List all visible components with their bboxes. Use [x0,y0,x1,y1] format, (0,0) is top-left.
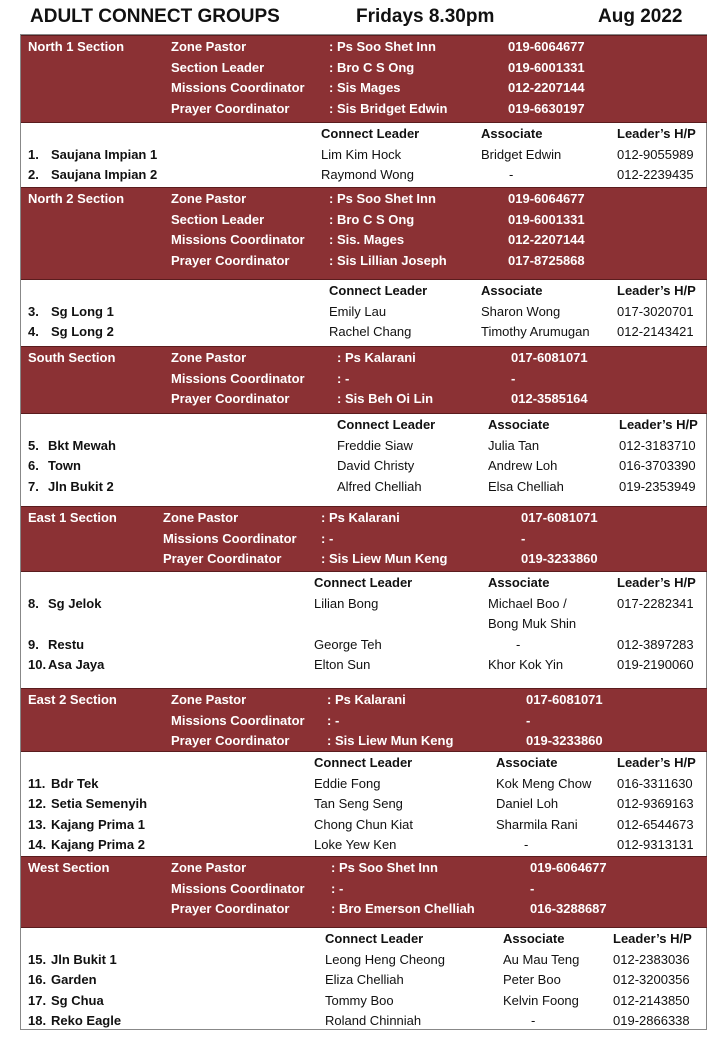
role-person: : Sis Liew Mun Keng [327,733,454,748]
header-connect-leader: Connect Leader [329,283,428,298]
connect-leader: Emily Lau [329,303,387,319]
group-table-header [21,126,707,144]
section-name: South Section [28,350,116,365]
role-person: : Sis Liew Mun Keng [321,551,448,566]
associate: - [516,636,521,652]
leader-phone: 019-2190060 [617,657,694,672]
header-associate: Associate [481,283,543,298]
group-row [21,167,707,185]
group-name: Setia Semenyih [51,796,148,811]
header-leader-phone: Leader’s H/P [613,931,692,946]
group-name: Kajang Prima 2 [51,837,145,852]
role-person: : - [321,530,334,546]
group-number: 1. [28,146,39,162]
connect-leader: Raymond Wong [321,167,414,182]
header-connect-leader: Connect Leader [314,755,413,770]
role-phone: 012-2207144 [508,80,585,95]
header-leader-phone: Leader’s H/P [617,575,696,590]
header-connect-leader: Connect Leader [337,417,436,432]
role-title: Zone Pastor [171,692,247,707]
group-number: 16. [28,972,47,987]
group-row [21,817,707,835]
group-row [21,1013,707,1031]
group-number: 17. [28,992,47,1008]
group-row [21,458,707,476]
header-connect-leader: Connect Leader [325,931,424,946]
connect-leader: Eliza Chelliah [325,972,404,987]
role-phone: 017-6081071 [511,350,588,365]
role-person: : Sis Mages [329,80,401,95]
leader-phone: 012-9369163 [617,796,694,811]
leader-phone: 016-3703390 [619,458,696,473]
connect-leader: Freddie Siaw [337,437,413,453]
header-leader-phone: Leader’s H/P [617,283,696,298]
associate: Kelvin Foong [503,992,579,1008]
group-row [21,952,707,970]
associate: Khor Kok Yin [488,657,564,672]
header-leader-phone: Leader’s H/P [617,755,696,770]
leader-phone: 012-3183710 [619,437,696,453]
section-band [21,506,707,572]
group-number: 6. [28,458,39,473]
section-role-row [21,101,707,119]
role-person: : Sis. Mages [329,232,405,247]
section-role-row [21,371,707,389]
header-leader-phone: Leader’s H/P [617,126,696,141]
role-phone: - [511,370,516,386]
group-number: 10. [28,657,47,672]
group-number: 13. [28,816,47,832]
section-role-row [21,510,707,528]
role-title: Missions Coordinator [171,370,305,386]
group-row [21,479,707,497]
associate: Timothy Arumugan [481,324,590,339]
role-phone: 019-3233860 [521,551,598,566]
role-person: : Sis Beh Oi Lin [337,391,434,406]
group-name: Kajang Prima 1 [51,816,145,832]
group-name: Bdr Tek [51,775,99,791]
associate: - [524,837,529,852]
group-name: Jln Bukit 1 [51,951,117,967]
role-phone: 019-6630197 [508,100,585,116]
group-number: 2. [28,167,39,182]
associate: Sharmila Rani [496,816,578,832]
role-title: Prayer Coordinator [163,551,282,566]
group-table-header [21,283,707,301]
role-title: Missions Coordinator [171,712,305,728]
section-role-row [21,733,707,751]
section-name: East 1 Section [28,510,117,525]
group-row [21,147,707,165]
section-role-row [21,881,707,899]
section-band [21,856,707,928]
section-band [21,187,707,280]
section-role-row [21,860,707,878]
group-number: 7. [28,478,39,494]
group-name: Sg Chua [51,992,104,1008]
role-title: Section Leader [171,59,265,75]
associate: - [509,167,514,182]
role-person: : Ps Soo Shet Inn [329,191,436,206]
role-title: Zone Pastor [171,350,247,365]
associate: Peter Boo [503,972,561,987]
role-phone: - [521,530,526,546]
group-name: Jln Bukit 2 [48,478,114,494]
section-role-row [21,692,707,710]
associate: - [531,1013,536,1028]
connect-leader: Elton Sun [314,657,371,672]
associate: Michael Boo / [488,595,567,611]
role-title: Section Leader [171,211,265,227]
role-person: : - [337,370,350,386]
associate: Sharon Wong [481,303,561,319]
section-role-row [21,391,707,409]
header-leader-phone: Leader’s H/P [619,417,698,432]
section-band [21,35,707,123]
section-role-row [21,713,707,731]
role-phone: 012-3585164 [511,391,588,406]
role-phone: - [530,880,535,896]
leader-phone: 012-3897283 [617,636,694,652]
role-title: Prayer Coordinator [171,391,290,406]
role-title: Missions Coordinator [171,232,305,247]
group-number: 3. [28,303,39,319]
section-band [21,688,707,752]
leader-phone: 012-2383036 [613,951,690,967]
leader-phone: 016-3311630 [617,775,693,791]
role-person: : Ps Kalarani [327,692,406,707]
group-row [21,324,707,342]
leader-phone: 012-2239435 [617,167,694,182]
group-row [21,657,707,675]
group-number: 14. [28,837,47,852]
leader-phone: 012-2143850 [613,992,690,1008]
section-role-row [21,531,707,549]
group-number: 9. [28,636,39,652]
group-name: Town [48,458,81,473]
connect-leader: George Teh [314,636,382,652]
connect-leader: Alfred Chelliah [337,478,422,494]
role-phone: - [526,712,531,728]
group-name: Saujana Impian 1 [51,146,158,162]
role-person: : - [327,712,340,728]
section-role-row [21,253,707,271]
role-phone: 017-6081071 [526,692,603,707]
header-associate: Associate [481,126,543,141]
group-number: 18. [28,1013,47,1028]
connect-leader: Loke Yew Ken [314,837,397,852]
section-role-row [21,212,707,230]
group-name: Sg Long 1 [51,303,114,319]
leader-phone: 012-6544673 [617,816,694,832]
group-number: 11. [28,775,46,791]
group-row [21,796,707,814]
section-role-row [21,350,707,368]
role-person: : Ps Kalarani [321,510,400,525]
role-phone: 019-6064677 [508,191,585,206]
leader-phone: 019-2866338 [613,1013,690,1028]
group-name: Sg Jelok [48,595,102,611]
role-phone: 017-8725868 [508,252,585,268]
connect-leader: Lilian Bong [314,595,379,611]
section-role-row [21,60,707,78]
header-associate: Associate [503,931,565,946]
associate: Daniel Loh [496,796,559,811]
role-title: Prayer Coordinator [171,100,290,116]
associate: Au Mau Teng [503,951,580,967]
connect-leader: Tommy Boo [325,992,394,1008]
header-connect-leader: Connect Leader [321,126,420,141]
group-name: Asa Jaya [48,657,105,672]
leader-phone: 017-3020701 [617,303,694,319]
leader-phone: 012-9313131 [617,837,694,852]
section-band [21,346,707,414]
group-name: Garden [51,972,97,987]
group-row [21,637,707,655]
role-phone: 012-2207144 [508,232,585,247]
connect-leader: Eddie Fong [314,775,381,791]
role-phone: 019-6064677 [508,39,585,54]
group-row [21,776,707,794]
group-table-header [21,931,707,949]
connect-leader: Rachel Chang [329,324,412,339]
section-role-row [21,191,707,209]
role-phone: 019-6064677 [530,860,607,875]
connect-leader: David Christy [337,458,415,473]
role-person: : Ps Kalarani [337,350,416,365]
section-name: North 2 Section [28,191,125,206]
role-person: : Sis Lillian Joseph [329,252,447,268]
connect-leader: Chong Chun Kiat [314,816,414,832]
role-title: Missions Coordinator [171,880,305,896]
group-row [21,837,707,855]
role-title: Zone Pastor [163,510,239,525]
section-role-row [21,80,707,98]
group-name: Bkt Mewah [48,437,116,453]
meeting-time: Fridays 8.30pm [356,6,495,27]
role-phone: 019-6001331 [508,211,585,227]
header-associate: Associate [496,755,558,770]
group-name: Sg Long 2 [51,324,114,339]
role-person: : Ps Soo Shet Inn [331,860,438,875]
group-row [21,993,707,1011]
role-person: : Sis Bridget Edwin [329,100,448,116]
header-associate: Associate [488,417,550,432]
connect-leader: Tan Seng Seng [314,796,403,811]
header-associate: Associate [488,575,550,590]
associate: Bridget Edwin [481,146,562,162]
role-person: : Ps Soo Shet Inn [329,39,436,54]
group-number: 12. [28,796,47,811]
group-row [21,972,707,990]
leader-phone: 019-2353949 [619,478,696,494]
group-row [21,596,707,614]
associate: Elsa Chelliah [488,478,564,494]
leader-phone: 012-3200356 [613,972,690,987]
connect-leader: Leong Heng Cheong [325,951,445,967]
section-name: North 1 Section [28,39,125,54]
leader-phone: 017-2282341 [617,595,694,611]
group-name: Restu [48,636,85,652]
group-table-header [21,417,707,435]
associate: Kok Meng Chow [496,775,592,791]
role-title: Zone Pastor [171,191,247,206]
group-number: 15. [28,951,47,967]
group-name: Saujana Impian 2 [51,167,158,182]
role-phone: 019-6001331 [508,59,585,75]
schedule-date: Aug 2022 [598,6,683,27]
associate: Andrew Loh [488,458,558,473]
group-table-header [21,755,707,773]
role-title: Missions Coordinator [171,80,305,95]
section-role-row [21,232,707,250]
role-phone: 017-6081071 [521,510,598,525]
page-header [0,0,720,34]
role-person: : Bro Emerson Chelliah [331,901,475,916]
role-title: Prayer Coordinator [171,733,290,748]
group-number: 8. [28,595,39,611]
group-table-header [21,575,707,593]
group-number: 4. [28,324,39,339]
associate: Bong Muk Shin [488,616,577,631]
associate: Julia Tan [488,437,540,453]
header-connect-leader: Connect Leader [314,575,413,590]
page-title: ADULT CONNECT GROUPS [30,6,280,27]
group-number: 5. [28,437,39,453]
role-phone: 016-3288687 [530,901,607,916]
connect-leader: Roland Chinniah [325,1013,422,1028]
role-title: Prayer Coordinator [171,252,290,268]
group-row-continuation [21,616,707,634]
group-name: Reko Eagle [51,1013,122,1028]
section-name: East 2 Section [28,692,117,707]
role-title: Zone Pastor [171,39,247,54]
role-title: Zone Pastor [171,860,247,875]
connect-leader: Lim Kim Hock [321,146,402,162]
leader-phone: 012-2143421 [617,324,694,339]
role-title: Prayer Coordinator [171,901,290,916]
section-role-row [21,551,707,569]
leader-phone: 012-9055989 [617,146,694,162]
role-phone: 019-3233860 [526,733,603,748]
section-name: West Section [28,860,110,875]
role-person: : Bro C S Ong [329,59,415,75]
group-row [21,304,707,322]
group-row [21,438,707,456]
section-role-row [21,39,707,57]
role-person: : - [331,880,344,896]
section-role-row [21,901,707,919]
role-title: Missions Coordinator [163,530,297,546]
role-person: : Bro C S Ong [329,211,415,227]
